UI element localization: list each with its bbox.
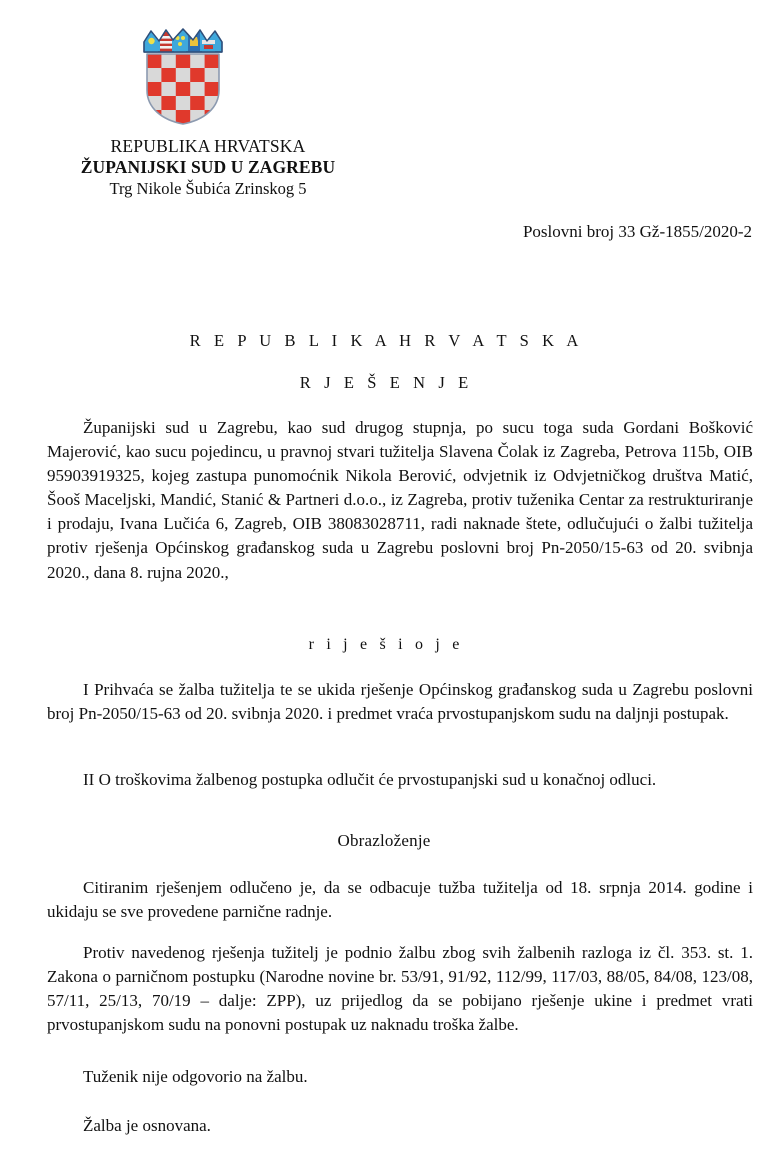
paragraph-reasoning-1: Citiranim rješenjem odlučeno je, da se odbacuje tužba tužitelja od 18. srpnja 2014. godine i ukidaju se sve provedene parnične radnje.: [47, 878, 753, 922]
paragraph-reasoning-1-block: [47, 876, 753, 924]
crown-group: [144, 29, 222, 52]
paragraph-reasoning-4-block: [47, 1114, 753, 1138]
checkerboard-shield: [140, 48, 226, 128]
paragraph-point-ii: II O troškovima žalbenog postupka odlučit će prvostupanjski sud u konačnoj odluci.: [83, 770, 657, 789]
paragraph-reasoning-2-block: [47, 941, 753, 1037]
paragraph-reasoning-2: Protiv navedenog rješenja tužitelj je podnio žalbu zbog svih žalbenih razloga iz čl. 353. st. 1. Zakona o parničnom postupku (Narodne novine br. 53/91, 91/92, 112/99, 117/03, 88/05, 84/08, 123/08, 57/11, 25/13, 70/19 – dalje: ZPP), uz prijedlog da se pobijano rješenje ukine i predmet vrati prvostupanjskom sudu na ponovni postupak uz naknadu troška žalbe.: [47, 943, 753, 1035]
letterhead-country: REPUBLIKA HRVATSKA: [110, 136, 306, 156]
heading-republic: R E P U B L I K A H R V A T S K A: [189, 331, 583, 350]
paragraph-reasoning-3-block: [47, 1065, 753, 1089]
coat-of-arms-svg: [140, 28, 226, 128]
paragraph-point-ii-block: [47, 768, 753, 792]
case-number: Poslovni broj 33 Gž-1855/2020-2: [522, 222, 752, 241]
paragraph-reasoning-4: Žalba je osnovana.: [83, 1116, 211, 1135]
letterhead: [48, 136, 368, 199]
paragraph-point-i: I Prihvaća se žalba tužitelja te se ukida rješenje Općinskog građanskog suda u Zagrebu poslovni broj Pn-2050/15-63 od 20. svibnja 2020. i predmet vraća prvostupanjskom sudu na daljnji postupak.: [47, 680, 753, 724]
coat-of-arms-icon: [140, 28, 226, 128]
paragraph-point-i-block: [47, 678, 753, 726]
heading-reasoning: Obrazloženje: [337, 831, 431, 850]
heading-decision: R J E Š E N J E: [299, 373, 473, 392]
letterhead-address: Trg Nikole Šubića Zrinskog 5: [109, 178, 307, 198]
letterhead-court: ŽUPANIJSKI SUD U ZAGREBU: [80, 157, 336, 178]
paragraph-intro: Županijski sud u Zagrebu, kao sud drugog stupnja, po sucu toga suda Gordani Bošković Majerović, kao sucu pojedincu, u pravnoj stvari tužitelja Slavena Čolak iz Zagreba, Petrova 115b, OIB 95903919325, kojeg zastupa punomoćnik Nikola Berović, odvjetnik iz Odvjetničkog društva Matić, Šooš Maceljski, Mandić, Stanić & Partneri d.o.o., iz Zagreba, protiv tuženika Centar za restrukturiranje i prodaju, Ivana Lučića 6, Zagreb, OIB 38083028711, radi naknade štete, odlučujući o žalbi tužitelja protiv rješenja Općinskog građanskog suda u Zagrebu poslovni broj Pn-2050/15-63 od 20. svibnja 2020., dana 8. rujna 2020.,: [47, 418, 753, 582]
paragraph-intro-block: [47, 416, 753, 585]
paragraph-reasoning-3: Tuženik nije odgovorio na žalbu.: [83, 1067, 308, 1086]
heading-ruled: r i j e š i o j e: [308, 636, 464, 653]
